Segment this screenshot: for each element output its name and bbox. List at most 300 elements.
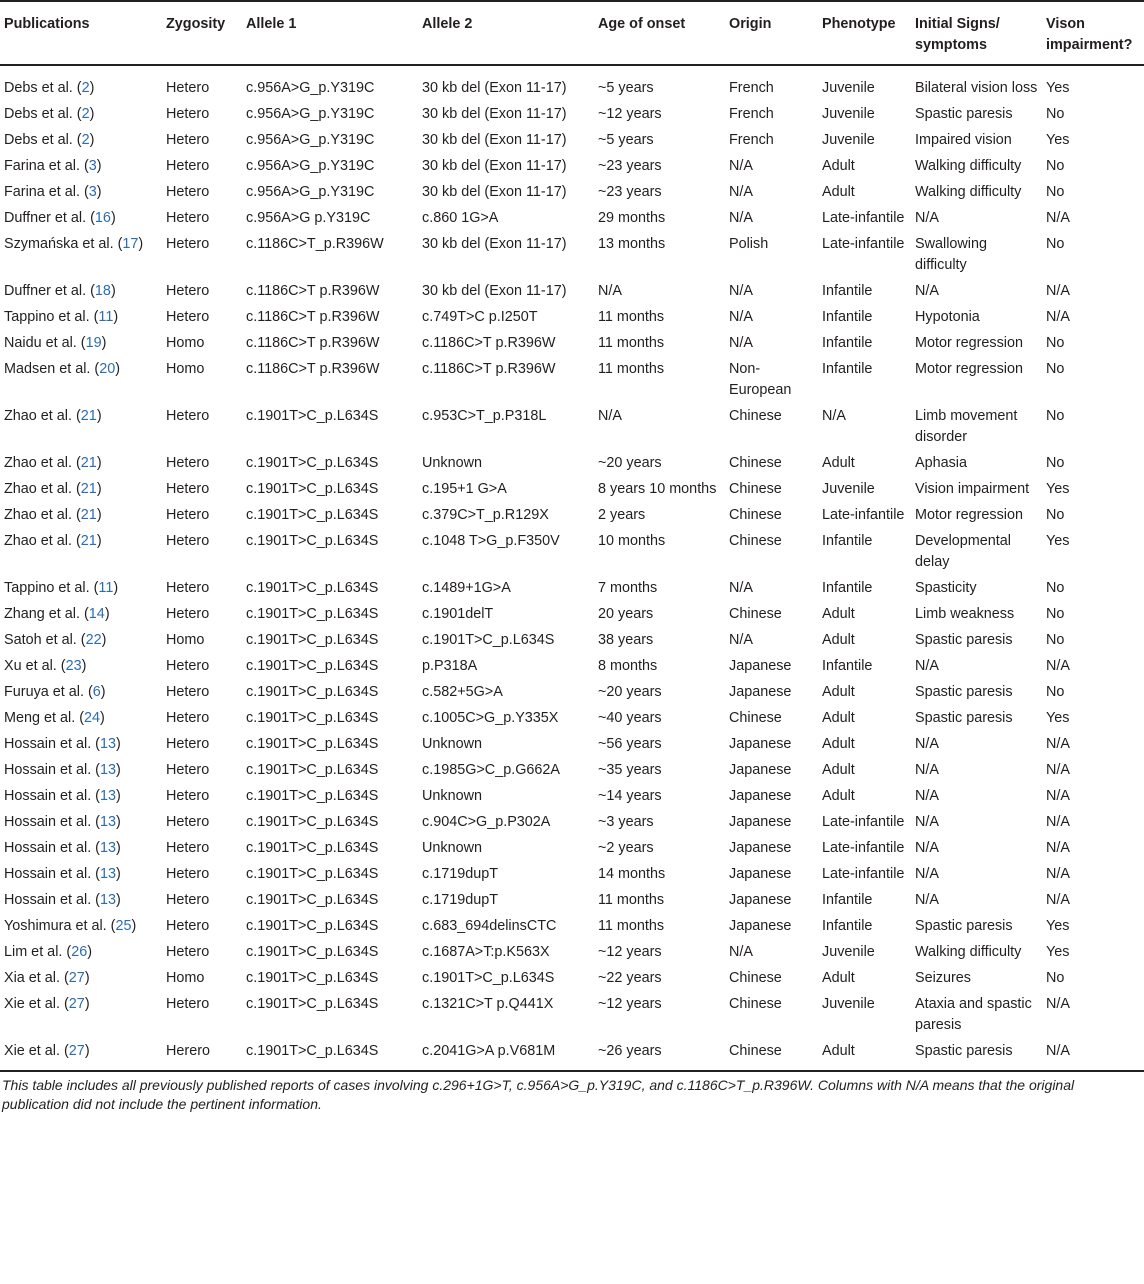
reference-link[interactable]: 2 (81, 106, 90, 122)
allele-2-cell: c.379C>T_p.R129X (422, 507, 549, 523)
vision-impairment-cell: Yes (1046, 481, 1070, 497)
allele-1-cell: c.1901T>C_p.L634S (246, 658, 379, 674)
publication-close-paren: ) (96, 184, 102, 200)
vision-impairment-cell: No (1046, 507, 1065, 523)
publication-cell (0, 653, 162, 679)
allele-1-cell: c.1186C>T p.R396W (246, 309, 380, 325)
allele-1-cell: c.1901T>C_p.L634S (246, 580, 379, 596)
publication-close-paren: ) (81, 658, 87, 674)
origin-cell: N/A (729, 580, 753, 596)
reference-link[interactable]: 13 (99, 814, 116, 830)
publication-cell (0, 809, 162, 835)
publication-cell (0, 304, 162, 330)
header-allele-2: Allele 2 (418, 1, 594, 65)
zygosity-cell: Hetero (166, 684, 210, 700)
reference-link[interactable]: 11 (98, 309, 114, 325)
allele-2-cell: c.904C>G_p.P302A (422, 814, 551, 830)
publication-author: Naidu et al. ( (4, 335, 86, 351)
allele-1-cell: c.1901T>C_p.L634S (246, 788, 379, 804)
vision-impairment-cell: N/A (1046, 309, 1070, 325)
publication-cell (0, 731, 162, 757)
publication-cell (0, 601, 162, 627)
reference-link[interactable]: 13 (99, 892, 116, 908)
zygosity-cell: Hetero (166, 210, 210, 226)
reference-link[interactable]: 24 (84, 710, 101, 726)
allele-1-cell: c.1901T>C_p.L634S (246, 866, 379, 882)
allele-2-cell: 30 kb del (Exon 11-17) (422, 184, 567, 200)
table-row (0, 653, 1144, 679)
origin-cell: Non-European (729, 361, 792, 398)
publication-close-paren: ) (113, 309, 119, 325)
allele-2-cell: c.1901T>C_p.L634S (422, 632, 555, 648)
initial-signs-cell: Spasticity (915, 580, 977, 596)
vision-impairment-cell: N/A (1042, 1038, 1144, 1071)
initial-signs-cell: Walking difficulty (915, 158, 1022, 174)
phenotype-cell: Adult (822, 632, 855, 648)
zygosity-cell: Hetero (166, 309, 210, 325)
origin-cell: Chinese (729, 710, 782, 726)
initial-signs-cell: Spastic paresis (915, 684, 1013, 700)
publication-close-paren: ) (110, 283, 116, 299)
table-row (0, 939, 1144, 965)
allele-1-cell: c.1901T>C_p.L634S (246, 996, 379, 1012)
allele-1-cell: c.956A>G p.Y319C (246, 210, 371, 226)
zygosity-cell: Hetero (166, 866, 210, 882)
publication-close-paren: ) (101, 335, 107, 351)
initial-signs-cell: Spastic paresis (915, 710, 1013, 726)
age-of-onset-cell: ~12 years (598, 996, 662, 1012)
age-of-onset-cell: ~26 years (594, 1038, 725, 1071)
publication-cell (0, 403, 162, 450)
allele-2-cell: c.582+5G>A (422, 684, 503, 700)
reference-link[interactable]: 16 (94, 210, 111, 226)
initial-signs-cell: Aphasia (915, 455, 968, 471)
reference-link[interactable]: 2 (81, 80, 90, 96)
publication-author: Xia et al. ( (4, 970, 69, 986)
allele-1-cell: c.956A>G_p.Y319C (246, 106, 375, 122)
initial-signs-cell: Spastic paresis (915, 632, 1013, 648)
vision-impairment-cell: N/A (1046, 283, 1070, 299)
vision-impairment-cell: No (1046, 361, 1065, 377)
vision-impairment-cell: No (1046, 158, 1065, 174)
phenotype-cell: Infantile (822, 361, 873, 377)
publication-cell (0, 330, 162, 356)
publication-cell (0, 783, 162, 809)
publication-cell (0, 179, 162, 205)
allele-1-cell: c.1901T>C_p.L634S (246, 736, 379, 752)
reference-link[interactable]: 6 (92, 684, 101, 700)
origin-cell: Japanese (729, 840, 792, 856)
phenotype-cell: Infantile (822, 580, 873, 596)
publication-close-paren: ) (101, 632, 107, 648)
table-row (0, 887, 1144, 913)
allele-2-cell: c.860 1G>A (422, 210, 499, 226)
reference-link[interactable]: 27 (68, 970, 85, 986)
phenotype-cell: Adult (822, 606, 855, 622)
table-row (0, 861, 1144, 887)
publication-author: Zhao et al. ( (4, 507, 81, 523)
allele-1-cell: c.956A>G_p.Y319C (246, 184, 375, 200)
allele-1-cell: c.1901T>C_p.L634S (246, 918, 379, 934)
table-footnote: This table includes all previously published reports of cases involving c.296+1G>T, c.956A>G_p.Y319C, and c.1186C>T_p.R396W. Columns with N/A means that the original publication did not include the pertinent information. (2, 1077, 1075, 1112)
allele-1-cell: c.1186C>T_p.R396W (246, 236, 384, 252)
publication-author: Hossain et al. ( (4, 762, 100, 778)
allele-1-cell: c.1901T>C_p.L634S (246, 840, 379, 856)
zygosity-cell: Homo (166, 970, 205, 986)
publication-close-paren: ) (84, 970, 90, 986)
header-allele-1: Allele 1 (242, 1, 418, 65)
phenotype-cell: Late-infantile (822, 210, 905, 226)
origin-cell: N/A (729, 210, 753, 226)
allele-2-cell: c.1186C>T p.R396W (422, 361, 556, 377)
phenotype-cell: Adult (822, 455, 855, 471)
allele-2-cell: c.195+1 G>A (422, 481, 507, 497)
age-of-onset-cell: ~56 years (598, 736, 662, 752)
allele-2-cell: c.953C>T_p.P318L (422, 408, 547, 424)
vision-impairment-cell: Yes (1046, 80, 1070, 96)
origin-cell: Japanese (729, 866, 792, 882)
publication-close-paren: ) (96, 507, 102, 523)
vision-impairment-cell: N/A (1046, 996, 1070, 1012)
vision-impairment-cell: No (1046, 335, 1065, 351)
header-vision-impairment: Vison impairment? (1042, 1, 1144, 65)
age-of-onset-cell: ~23 years (598, 184, 662, 200)
zygosity-cell: Hetero (166, 283, 210, 299)
vision-impairment-cell: No (1046, 184, 1065, 200)
publication-close-paren: ) (96, 158, 102, 174)
vision-impairment-cell: No (1046, 455, 1065, 471)
allele-1-cell: c.1901T>C_p.L634S (246, 606, 379, 622)
age-of-onset-cell: 29 months (598, 210, 666, 226)
publication-close-paren: ) (116, 762, 121, 778)
origin-cell: Chinese (729, 996, 782, 1012)
reference-link[interactable]: 17 (122, 236, 139, 252)
age-of-onset-cell: 8 years 10 months (598, 481, 717, 497)
publication-close-paren: ) (96, 455, 102, 471)
publication-author: Xie et al. ( (4, 996, 69, 1012)
table-row (0, 991, 1144, 1038)
zygosity-cell: Homo (166, 335, 205, 351)
origin-cell: French (729, 80, 774, 96)
zygosity-cell: Hetero (166, 788, 210, 804)
publication-author: Zhao et al. ( (4, 408, 81, 424)
initial-signs-cell: Bilateral vision loss (915, 80, 1038, 96)
initial-signs-cell: Walking difficulty (915, 944, 1022, 960)
phenotype-cell: Infantile (822, 918, 873, 934)
allele-1-cell: c.1901T>C_p.L634S (246, 814, 379, 830)
origin-cell: N/A (729, 335, 753, 351)
publication-author: Satoh et al. ( (4, 632, 86, 648)
vision-impairment-cell: N/A (1046, 736, 1070, 752)
publication-close-paren: ) (89, 80, 95, 96)
table-row (0, 476, 1144, 502)
initial-signs-cell: N/A (915, 866, 939, 882)
phenotype-cell: Adult (822, 762, 855, 778)
publication-close-paren: ) (96, 481, 102, 497)
table-body (0, 65, 1144, 1071)
allele-2-cell: c.683_694delinsCTC (422, 918, 557, 934)
publication-cell (0, 705, 162, 731)
phenotype-cell: Adult (822, 970, 855, 986)
allele-2-cell: 30 kb del (Exon 11-17) (422, 106, 567, 122)
allele-2-cell: c.1321C>T p.Q441X (422, 996, 554, 1012)
publication-close-paren: ) (131, 918, 137, 934)
publication-close-paren: ) (115, 361, 120, 377)
publication-cell (0, 1038, 162, 1071)
header-zygosity: Zygosity (162, 1, 242, 65)
publication-close-paren: ) (84, 1043, 90, 1059)
table-row (0, 231, 1144, 278)
allele-1-cell: c.1901T>C_p.L634S (246, 762, 379, 778)
age-of-onset-cell: ~5 years (598, 80, 654, 96)
initial-signs-cell: Motor regression (915, 335, 1023, 351)
zygosity-cell: Hetero (166, 944, 210, 960)
origin-cell: Chinese (729, 408, 782, 424)
zygosity-cell: Hetero (166, 710, 210, 726)
table-row (0, 304, 1144, 330)
publication-close-paren: ) (96, 533, 102, 549)
table-row (0, 205, 1144, 231)
allele-2-cell: c.1985G>C_p.G662A (422, 762, 561, 778)
reference-link[interactable]: 23 (65, 658, 82, 674)
table-row (0, 403, 1144, 450)
publication-close-paren: ) (84, 996, 90, 1012)
publication-author: Zhang et al. ( (4, 606, 89, 622)
age-of-onset-cell: ~20 years (598, 455, 662, 471)
publication-cell (0, 887, 162, 913)
phenotype-cell: Adult (822, 710, 855, 726)
vision-impairment-cell: N/A (1046, 840, 1070, 856)
origin-cell: Chinese (729, 606, 782, 622)
table-row (0, 101, 1144, 127)
reference-link[interactable]: 22 (85, 632, 102, 648)
reference-link[interactable]: 13 (99, 788, 116, 804)
phenotype-cell: Juvenile (822, 996, 875, 1012)
publication-cell (0, 757, 162, 783)
vision-impairment-cell: No (1046, 236, 1065, 252)
header-origin: Origin (725, 1, 818, 65)
origin-cell: Japanese (729, 788, 792, 804)
table-row (0, 1038, 1144, 1071)
publication-author: Zhao et al. ( (4, 481, 81, 497)
initial-signs-cell: Spastic paresis (915, 106, 1013, 122)
allele-2-cell: Unknown (422, 736, 482, 752)
publication-close-paren: ) (89, 106, 95, 122)
publication-cell (0, 939, 162, 965)
header-initial-signs: Initial Signs/ symptoms (911, 1, 1042, 65)
reference-link[interactable]: 13 (99, 840, 116, 856)
phenotype-cell: Infantile (822, 533, 873, 549)
table-row (0, 809, 1144, 835)
age-of-onset-cell: 10 months (598, 533, 666, 549)
publication-close-paren: ) (100, 710, 105, 726)
phenotype-cell: Late-infantile (822, 814, 905, 830)
reference-link[interactable]: 21 (80, 533, 97, 549)
publication-cell (0, 991, 162, 1038)
initial-signs-cell: N/A (915, 840, 939, 856)
age-of-onset-cell: ~12 years (598, 944, 662, 960)
reference-link[interactable]: 27 (68, 996, 85, 1012)
publication-cell (0, 502, 162, 528)
initial-signs-cell: N/A (915, 210, 939, 226)
table-row (0, 627, 1144, 653)
allele-1-cell: c.956A>G_p.Y319C (246, 80, 375, 96)
reference-link[interactable]: 11 (98, 580, 114, 596)
origin-cell: Chinese (725, 1038, 818, 1071)
publication-cell (0, 278, 162, 304)
reference-link[interactable]: 13 (99, 762, 116, 778)
age-of-onset-cell: 11 months (598, 892, 665, 908)
allele-1-cell: c.1901T>C_p.L634S (246, 408, 379, 424)
publication-cell (0, 965, 162, 991)
phenotype-cell: Infantile (822, 892, 873, 908)
allele-1-cell: c.1901T>C_p.L634S (246, 710, 379, 726)
publication-author: Hossain et al. ( (4, 892, 100, 908)
allele-2-cell: c.2041G>A p.V681M (418, 1038, 594, 1071)
header-age-of-onset: Age of onset (594, 1, 725, 65)
age-of-onset-cell: 20 years (598, 606, 654, 622)
publication-author: Hossain et al. ( (4, 814, 100, 830)
phenotype-cell: Late-infantile (822, 507, 905, 523)
zygosity-cell: Hetero (166, 892, 210, 908)
origin-cell: French (729, 106, 774, 122)
allele-1-cell: c.1901T>C_p.L634S (246, 481, 379, 497)
phenotype-cell: Adult (818, 1038, 911, 1071)
age-of-onset-cell: 14 months (598, 866, 666, 882)
table-row (0, 127, 1144, 153)
table-row (0, 965, 1144, 991)
origin-cell: N/A (729, 184, 753, 200)
phenotype-cell: Juvenile (822, 80, 875, 96)
publication-cell (0, 153, 162, 179)
zygosity-cell: Hetero (166, 158, 210, 174)
phenotype-cell: Juvenile (822, 481, 875, 497)
origin-cell: N/A (729, 158, 753, 174)
reference-link[interactable]: 14 (88, 606, 105, 622)
table-row (0, 575, 1144, 601)
publication-close-paren: ) (100, 684, 106, 700)
allele-1-cell: c.956A>G_p.Y319C (246, 158, 375, 174)
zygosity-cell: Hetero (166, 408, 210, 424)
table-row (0, 278, 1144, 304)
allele-2-cell: c.1719dupT (422, 892, 499, 908)
initial-signs-cell: N/A (915, 762, 939, 778)
zygosity-cell: Hetero (166, 996, 210, 1012)
reference-link[interactable]: 18 (94, 283, 111, 299)
table-row (0, 528, 1144, 575)
zygosity-cell: Hetero (166, 455, 210, 471)
allele-1-cell: c.1901T>C_p.L634S (246, 944, 379, 960)
publication-close-paren: ) (138, 236, 144, 252)
age-of-onset-cell: 11 months (598, 309, 665, 325)
initial-signs-cell: Limb movement disorder (915, 408, 1018, 445)
vision-impairment-cell: No (1046, 970, 1065, 986)
origin-cell: N/A (729, 309, 753, 325)
age-of-onset-cell: ~12 years (598, 106, 662, 122)
vision-impairment-cell: N/A (1046, 892, 1070, 908)
age-of-onset-cell: ~23 years (598, 158, 662, 174)
publication-author: Tappino et al. ( (4, 309, 99, 325)
reference-link[interactable]: 21 (80, 408, 97, 424)
publication-author: Farina et al. ( (4, 158, 89, 174)
publication-cell (0, 450, 162, 476)
vision-impairment-cell: Yes (1046, 918, 1070, 934)
table-row (0, 179, 1144, 205)
origin-cell: Japanese (729, 684, 792, 700)
reference-link[interactable]: 3 (88, 158, 97, 174)
zygosity-cell: Hetero (166, 762, 210, 778)
publication-author: Furuya et al. ( (4, 684, 93, 700)
reference-link[interactable]: 25 (115, 918, 132, 934)
publication-close-paren: ) (104, 606, 110, 622)
vision-impairment-cell: No (1046, 580, 1065, 596)
allele-1-cell: c.1901T>C_p.L634S (246, 892, 379, 908)
reference-link[interactable]: 20 (99, 361, 116, 377)
publication-cell (0, 528, 162, 575)
vision-impairment-cell: N/A (1046, 658, 1070, 674)
initial-signs-cell: N/A (915, 892, 939, 908)
reference-link[interactable]: 13 (99, 866, 116, 882)
publication-cell (0, 231, 162, 278)
initial-signs-cell: Spastic paresis (911, 1038, 1042, 1071)
table-row (0, 601, 1144, 627)
phenotype-cell: Adult (822, 184, 855, 200)
reference-link[interactable]: 13 (99, 736, 116, 752)
reference-link[interactable]: 27 (68, 1043, 85, 1059)
reference-link[interactable]: 3 (88, 184, 97, 200)
origin-cell: Japanese (729, 736, 792, 752)
reference-link[interactable]: 2 (81, 132, 90, 148)
publication-author: Xu et al. ( (4, 658, 66, 674)
vision-impairment-cell: No (1046, 606, 1065, 622)
vision-impairment-cell: N/A (1046, 210, 1070, 226)
allele-1-cell: c.1901T>C_p.L634S (246, 632, 379, 648)
publication-close-paren: ) (116, 736, 121, 752)
publication-close-paren: ) (116, 892, 121, 908)
origin-cell: French (729, 132, 774, 148)
table-row (0, 502, 1144, 528)
reference-link[interactable]: 21 (80, 507, 97, 523)
reference-link[interactable]: 19 (85, 335, 102, 351)
age-of-onset-cell: 11 months (598, 918, 665, 934)
allele-1-cell: c.1186C>T p.R396W (246, 283, 380, 299)
publication-cell (0, 627, 162, 653)
table-row (0, 757, 1144, 783)
age-of-onset-cell: 8 months (598, 658, 658, 674)
phenotype-cell: Late-infantile (822, 840, 905, 856)
zygosity-cell: Hetero (166, 481, 210, 497)
reference-link[interactable]: 26 (71, 944, 88, 960)
initial-signs-cell: Motor regression (915, 507, 1023, 523)
header-row (0, 1, 1144, 65)
publication-author: Zhao et al. ( (4, 455, 81, 471)
vision-impairment-cell: Yes (1046, 132, 1070, 148)
phenotype-cell: Late-infantile (822, 236, 905, 252)
table-row (0, 835, 1144, 861)
origin-cell: Chinese (729, 970, 782, 986)
publication-author: Szymańska et al. ( (4, 236, 123, 252)
publication-author: Debs et al. ( (4, 132, 82, 148)
reference-link[interactable]: 21 (80, 455, 97, 471)
initial-signs-cell: Vision impairment (915, 481, 1030, 497)
zygosity-cell: Hetero (166, 840, 210, 856)
initial-signs-cell: Hypotonia (915, 309, 980, 325)
zygosity-cell: Homo (166, 632, 205, 648)
publication-author: Zhao et al. ( (4, 533, 81, 549)
publication-author: Hossain et al. ( (4, 788, 100, 804)
reference-link[interactable]: 21 (80, 481, 97, 497)
allele-2-cell: c.749T>C p.I250T (422, 309, 538, 325)
